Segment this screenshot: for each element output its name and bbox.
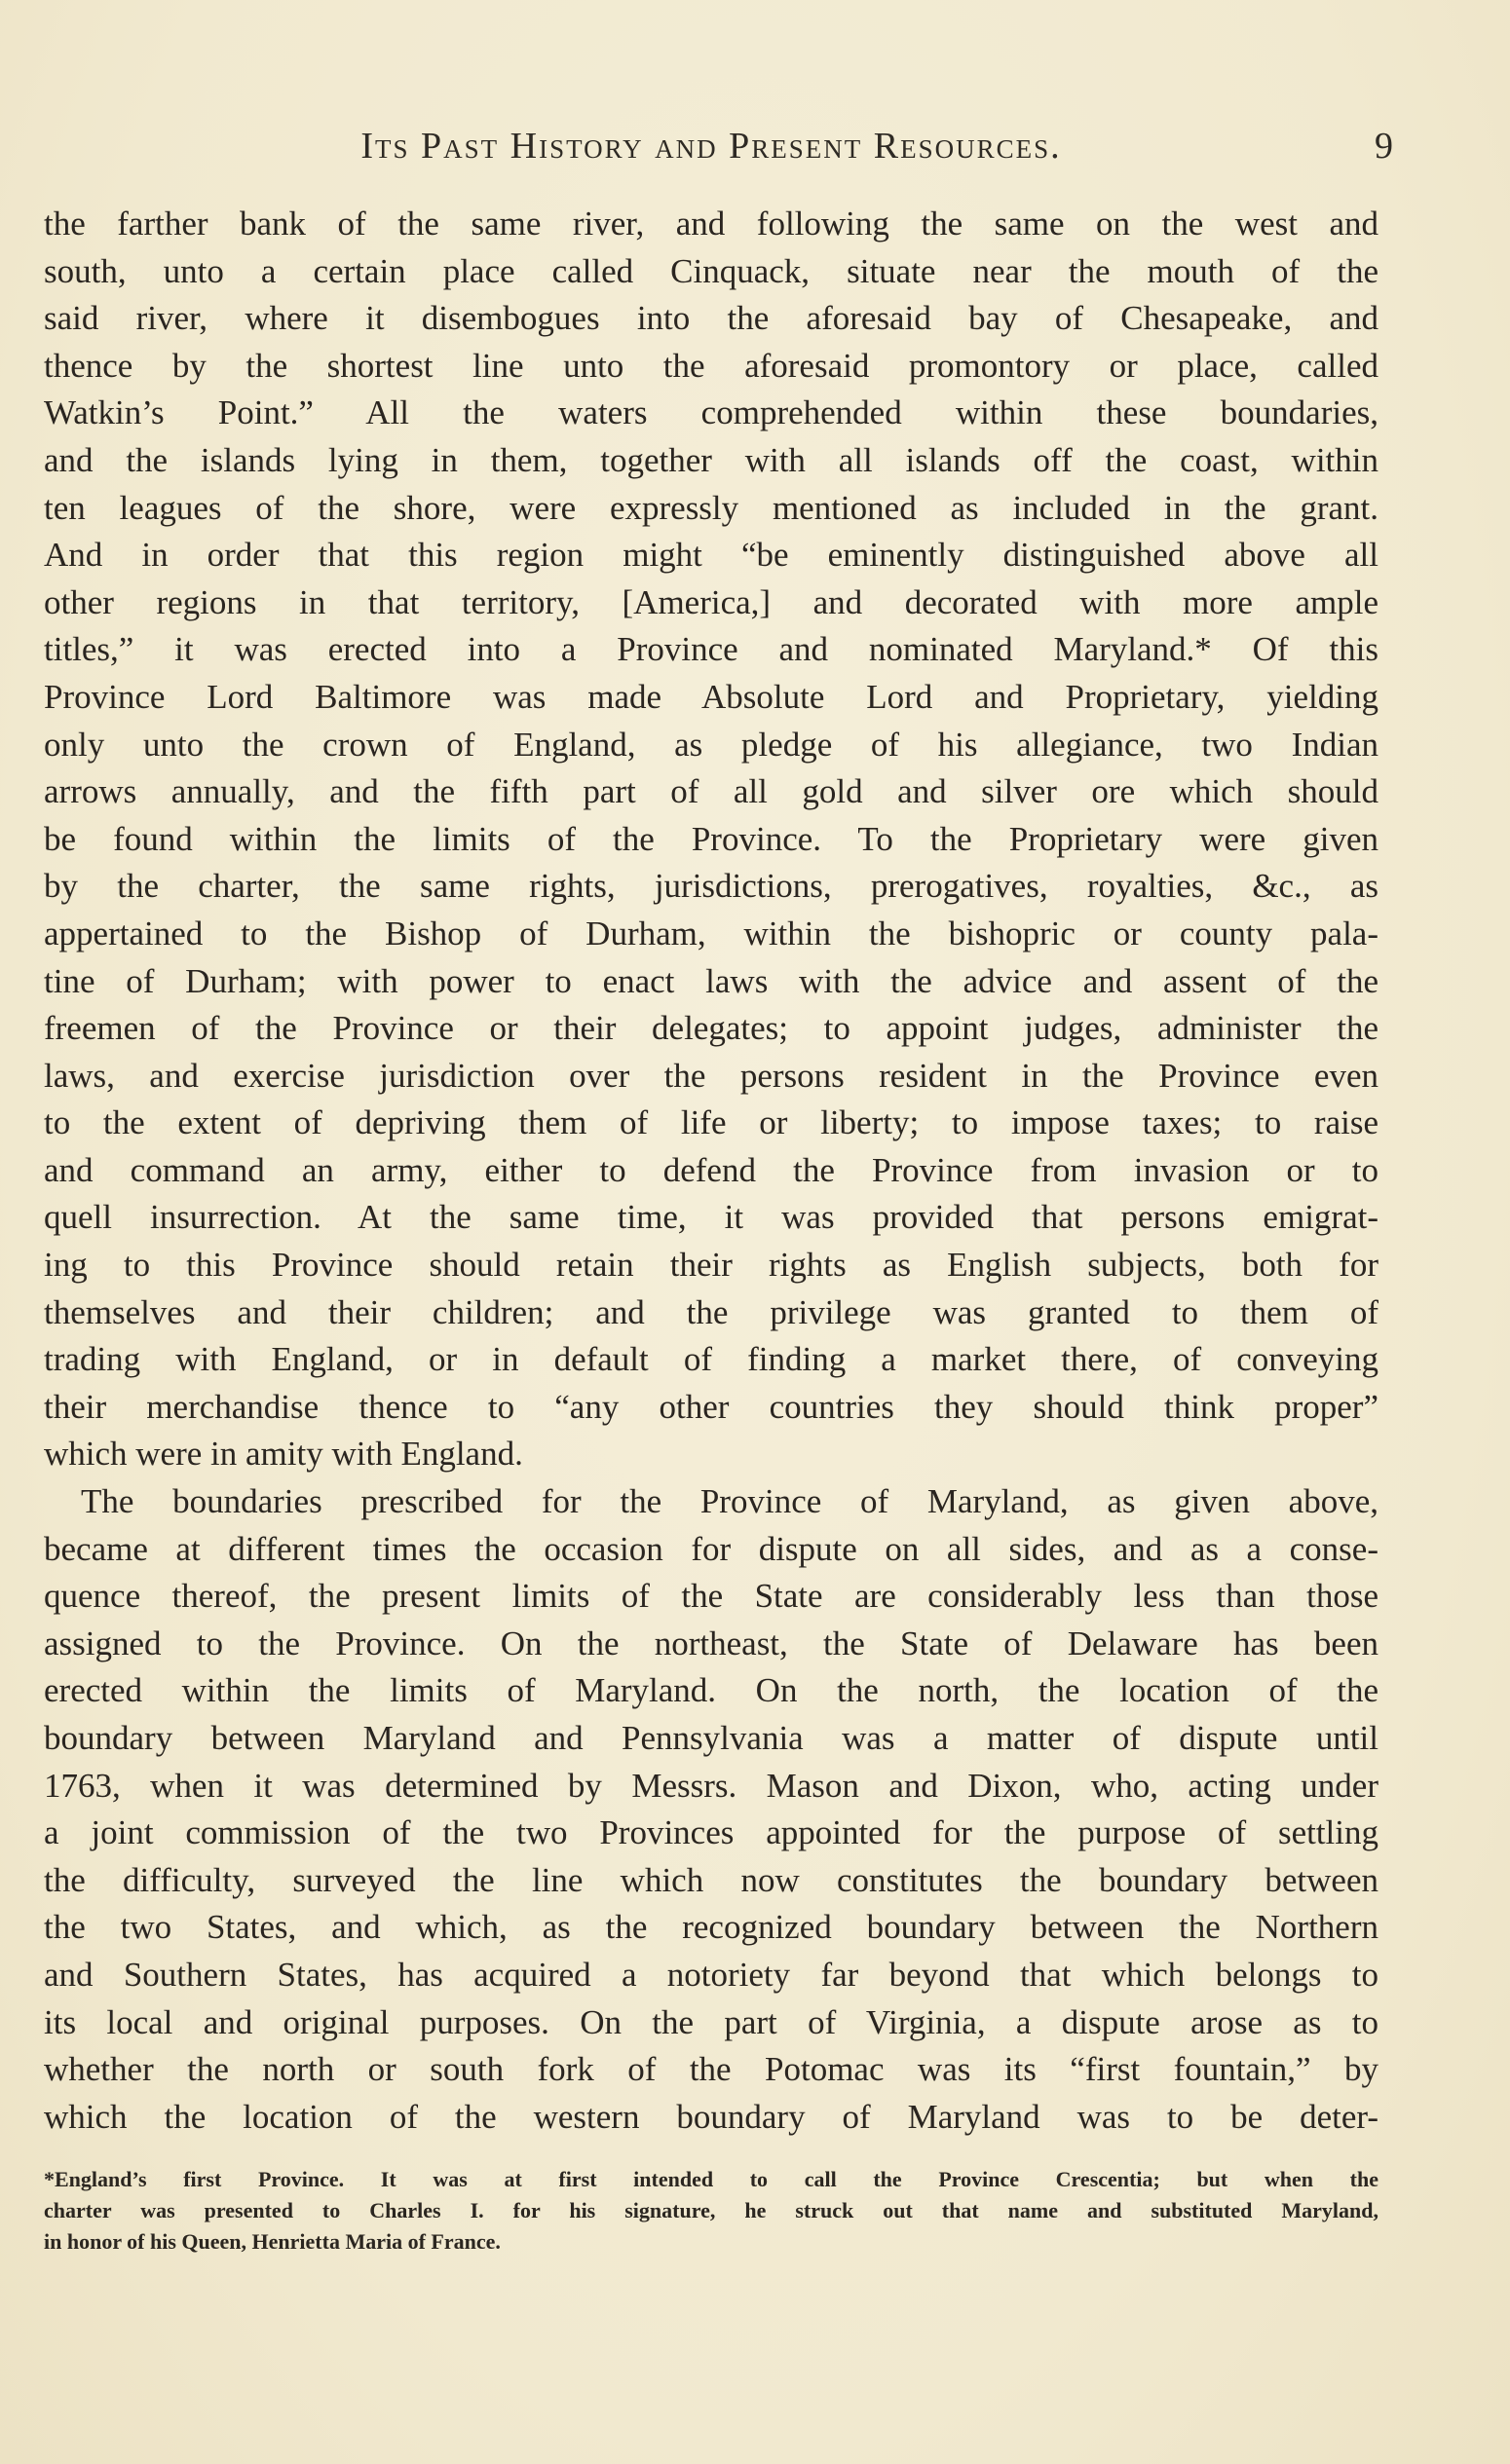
text-line: titles,” it was erected into a Province and nominated Maryland.* Of this	[44, 630, 1378, 669]
text-line: quence thereof, the present limits of the State are considerably less than those	[44, 1577, 1378, 1616]
text-line: arrows annually, and the fifth part of all gold and silver ore which should	[44, 772, 1378, 811]
text-line: tine of Durham; with power to enact laws with the advice and assent of the	[44, 961, 1378, 1000]
body-text	[44, 201, 1378, 2141]
text-line: and the islands lying in them, together with all islands off the coast, within	[44, 440, 1378, 479]
text-line: which the location of the western boundary of Maryland was to be deter-	[44, 2097, 1378, 2136]
text-line: said river, where it disembogues into the aforesaid bay of Chesapeake, and	[44, 299, 1378, 338]
text-line: the farther bank of the same river, and following the same on the west and	[44, 205, 1378, 243]
text-line: erected within the limits of Maryland. On the north, the location of the	[44, 1671, 1378, 1710]
page-number: 9	[1375, 126, 1393, 167]
text-line: And in order that this region might “be eminently distinguished above all	[44, 536, 1378, 575]
text-line: boundary between Maryland and Pennsylvania was a matter of dispute until	[44, 1719, 1378, 1757]
running-head: Its Past History and Present Resources.	[360, 126, 1062, 167]
text-line: ten leagues of the shore, were expressly mentioned as included in the grant.	[44, 488, 1378, 527]
text-line: and Southern States, has acquired a notoriety far beyond that which belongs to	[44, 1955, 1378, 1994]
text-line: its local and original purposes. On the part of Virginia, a dispute arose as to	[44, 2002, 1378, 2041]
text-line: themselves and their children; and the privilege was granted to them of	[44, 1292, 1378, 1331]
text-line: assigned to the Province. On the northeast, the State of Delaware has been	[44, 1624, 1378, 1662]
text-line: be found within the limits of the Province. To the Proprietary were given	[44, 819, 1378, 858]
text-line: their merchandise thence to “any other countries they should think proper”	[44, 1387, 1378, 1426]
text-line: other regions in that territory, [America,] and decorated with more ample	[44, 582, 1378, 621]
text-line: trading with England, or in default of finding a market there, of conveying	[44, 1340, 1378, 1379]
text-line: a joint commission of the two Provinces appointed for the purpose of settling	[44, 1813, 1378, 1852]
text-line: Province Lord Baltimore was made Absolute Lord and Proprietary, yielding	[44, 677, 1378, 716]
text-line: became at different times the occasion for dispute on all sides, and as a conse-	[44, 1529, 1378, 1568]
text-line: 1763, when it was determined by Messrs. Mason and Dixon, who, acting under	[44, 1766, 1378, 1805]
footnote	[44, 2164, 1378, 2258]
footnote-line: *England’s first Province. It was at first intended to call the Province Crescentia; but when the	[44, 2167, 1378, 2191]
text-line: laws, and exercise jurisdiction over the persons resident in the Province even	[44, 1056, 1378, 1095]
paragraph-end-line: which were in amity with England.	[44, 1435, 523, 1474]
text-line: appertained to the Bishop of Durham, within the bishopric or county pala-	[44, 914, 1378, 952]
text-line: freemen of the Province or their delegates; to appoint judges, administer the	[44, 1009, 1378, 1048]
paragraph-start-line: The boundaries prescribed for the Province of Maryland, as given above,	[81, 1482, 1378, 1521]
text-line: quell insurrection. At the same time, it was provided that persons emigrat-	[44, 1198, 1378, 1237]
text-line: ing to this Province should retain their rights as English subjects, both for	[44, 1246, 1378, 1285]
text-line: Watkin’s Point.” All the waters comprehended within these boundaries,	[44, 393, 1378, 432]
text-line: the two States, and which, as the recognized boundary between the Northern	[44, 1908, 1378, 1947]
text-line: only unto the crown of England, as pledge of his allegiance, two Indian	[44, 725, 1378, 764]
footnote-line: in honor of his Queen, Henrietta Maria of France.	[44, 2229, 501, 2254]
text-line: the difficulty, surveyed the line which now constitutes the boundary between	[44, 1860, 1378, 1899]
text-line: whether the north or south fork of the Potomac was its “first fountain,” by	[44, 2050, 1378, 2089]
text-line: thence by the shortest line unto the aforesaid promontory or place, called	[44, 346, 1378, 385]
text-line: by the charter, the same rights, jurisdictions, prerogatives, royalties, &c., as	[44, 867, 1378, 906]
footnote-line: charter was presented to Charles I. for his signature, he struck out that name and substituted Maryland,	[44, 2198, 1378, 2222]
text-line: to the extent of depriving them of life or liberty; to impose taxes; to raise	[44, 1103, 1378, 1142]
text-line: south, unto a certain place called Cinquack, situate near the mouth of the	[44, 251, 1378, 290]
text-line: and command an army, either to defend the Province from invasion or to	[44, 1150, 1378, 1189]
